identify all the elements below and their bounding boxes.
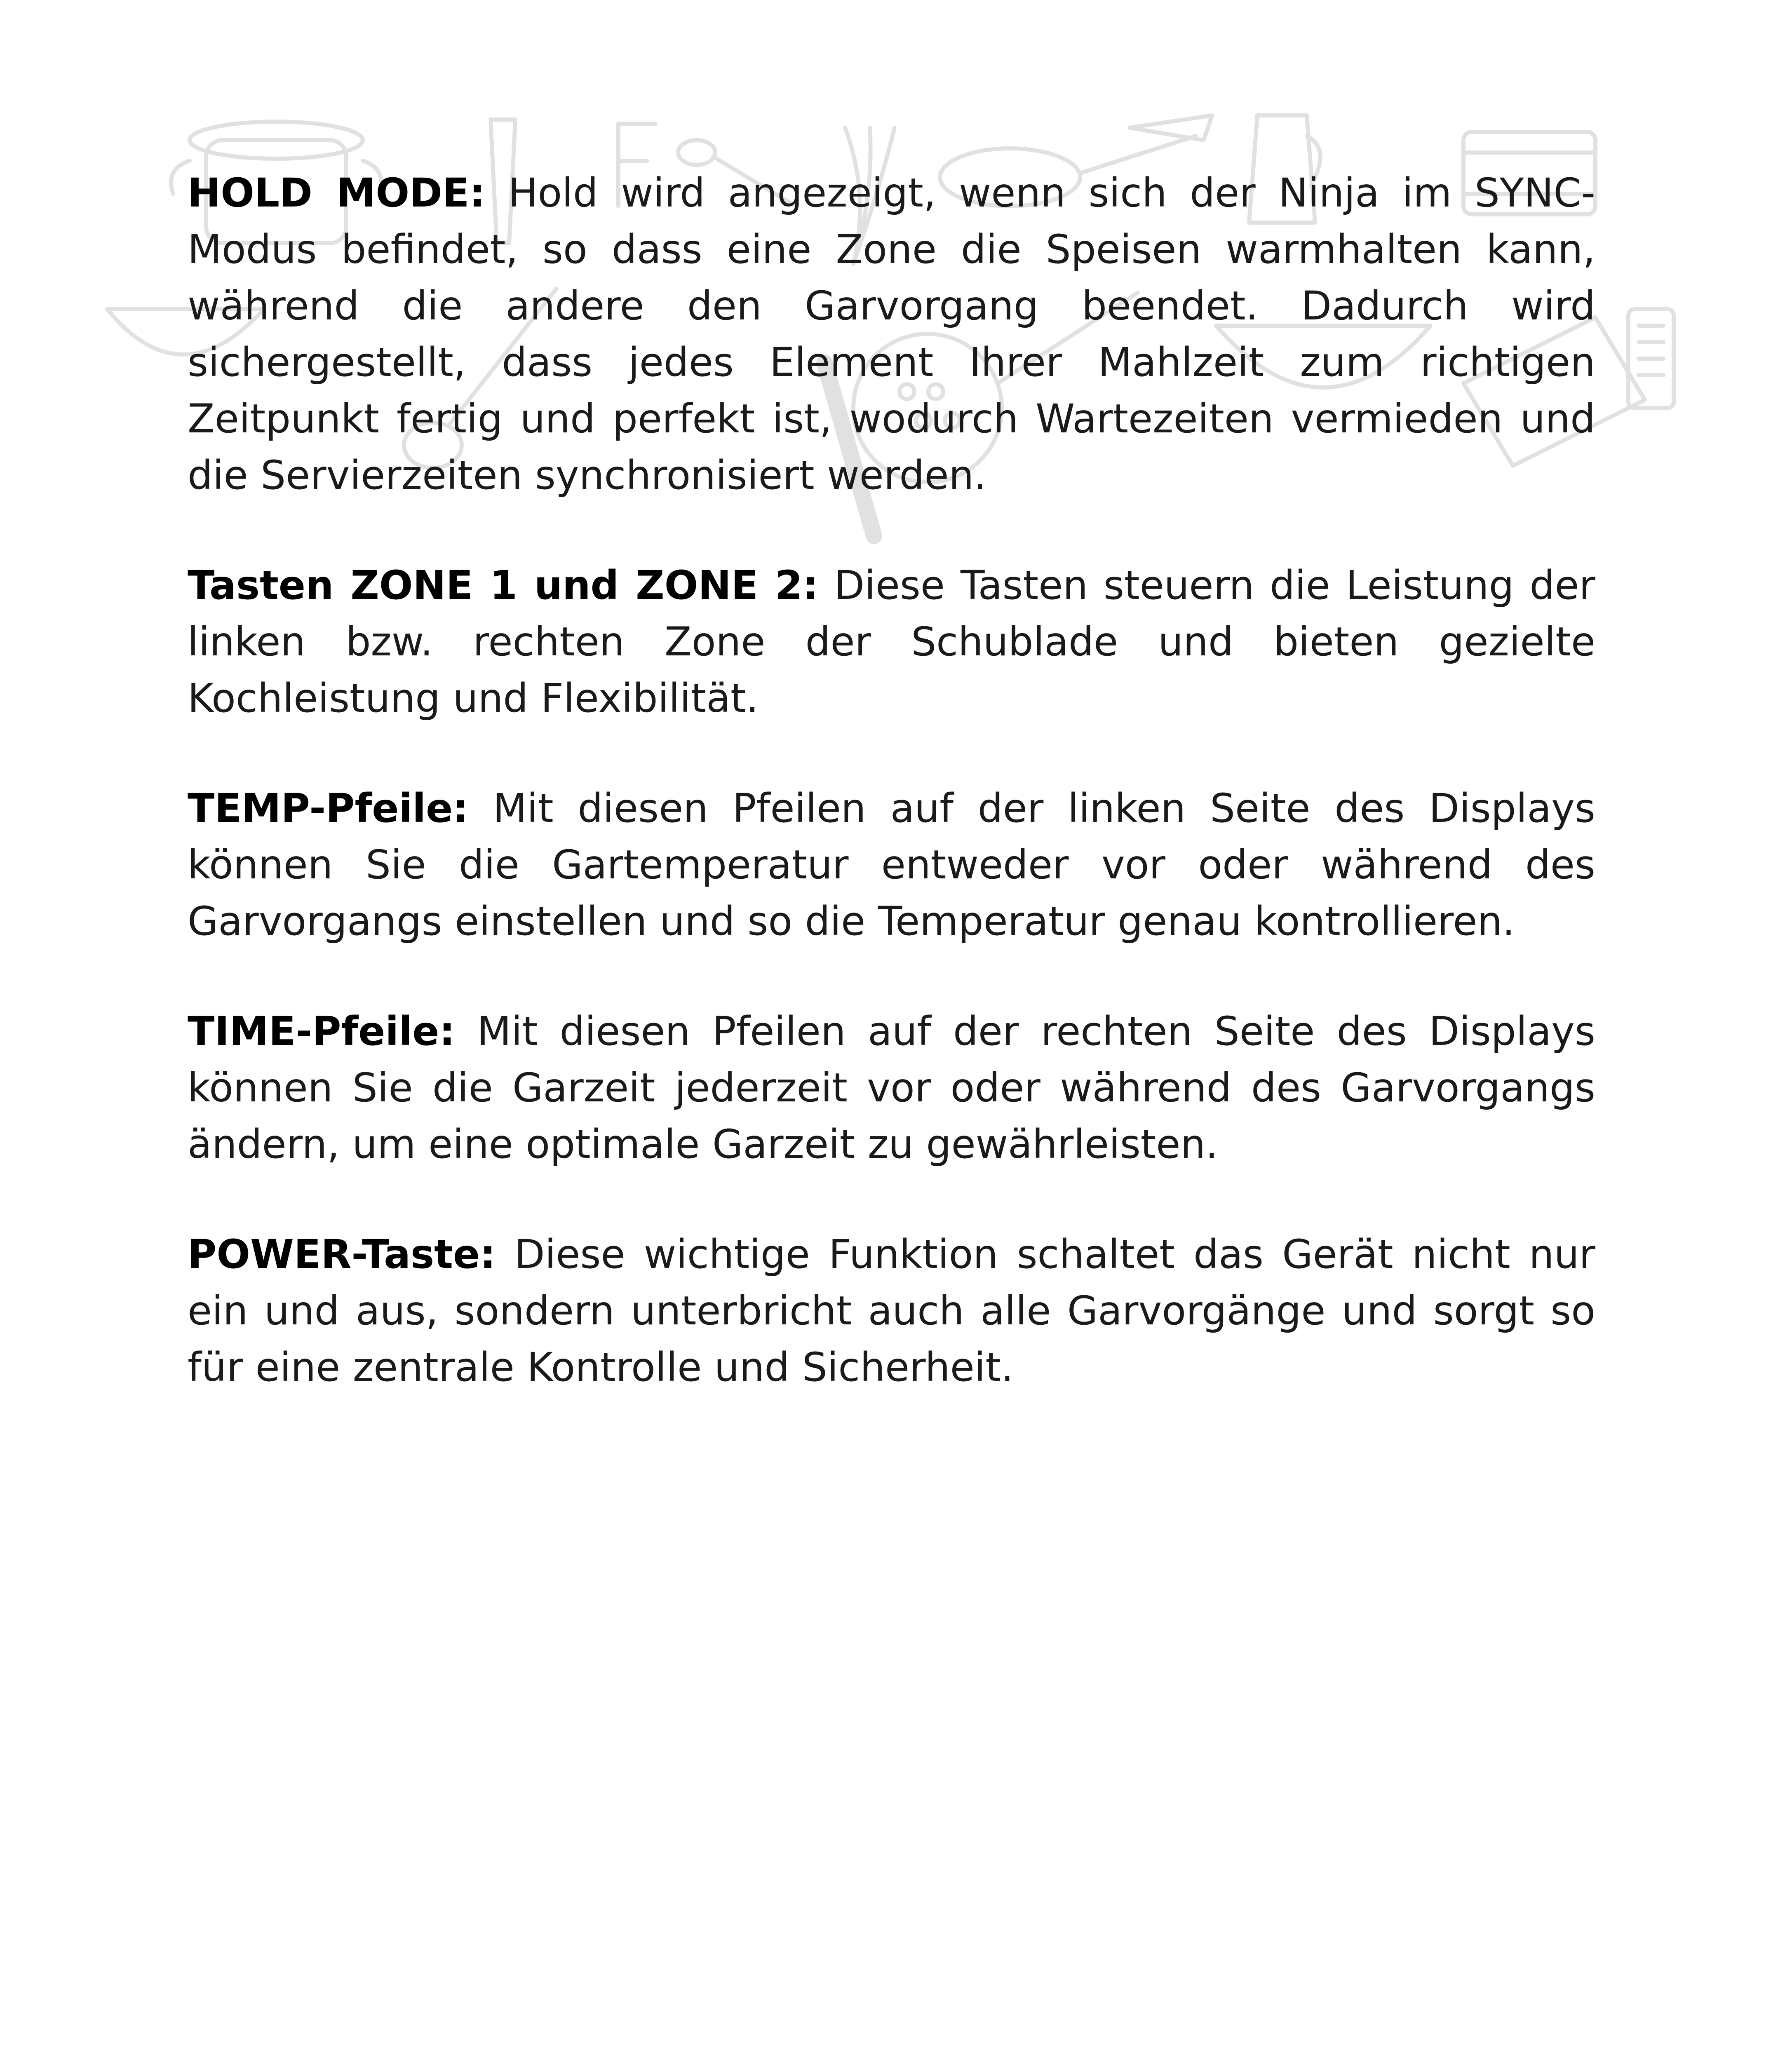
paragraph-power-button: [188, 1226, 1595, 1396]
paragraph-text: Diese wichtige Funktion schaltet das Gerät nicht nur ein und aus, sondern unterbricht auch alle Garvorgänge und sorgt so für eine zentrale Kontrolle und Sicherheit.: [188, 1231, 1595, 1390]
paragraph-term: Tasten ZONE 1 und ZONE 2:: [188, 562, 819, 608]
paragraph-hold-mode: [188, 165, 1595, 504]
page-body: [188, 165, 1595, 1449]
paragraph-text: Mit diesen Pfeilen auf der linken Seite des Displays können Sie die Gartemperatur entweder vor oder während des Garvorgangs einstellen und so die Temperatur genau kontrollieren.: [188, 785, 1595, 944]
paragraph-text: Hold wird angezeigt, wenn sich der Ninja im SYNC-Modus befindet, so dass eine Zone die Speisen warmhalten kann, während die andere den Garvorgang beendet. Dadurch wird sichergestellt, dass jedes Element Ihrer Mahlzeit zum richtigen Zeitpunkt fertig und perfekt ist, wodurch Wartezeiten vermieden und die Servierzeiten synchronisiert werden.: [188, 170, 1596, 498]
paragraph-term: TIME-Pfeile:: [188, 1008, 455, 1054]
kitchen-utensils-sketch-icon: [0, 1805, 1792, 2061]
paragraph-term: POWER-Taste:: [188, 1231, 496, 1277]
paragraph-term: HOLD MODE:: [188, 170, 485, 216]
paragraph-time-arrows: [188, 1003, 1595, 1173]
paragraph-zone-buttons: [188, 557, 1595, 727]
paragraph-temp-arrows: [188, 780, 1595, 950]
paragraph-term: TEMP-Pfeile:: [188, 785, 469, 831]
paragraph-text: Mit diesen Pfeilen auf der rechten Seite des Displays können Sie die Garzeit jederzeit vor oder während des Garvorgangs ändern, um eine optimale Garzeit zu gewährleisten.: [188, 1008, 1595, 1167]
paragraph-text: Diese Tasten steuern die Leistung der linken bzw. rechten Zone der Schublade und bieten gezielte Kochleistung und Flexibilität.: [188, 562, 1596, 721]
